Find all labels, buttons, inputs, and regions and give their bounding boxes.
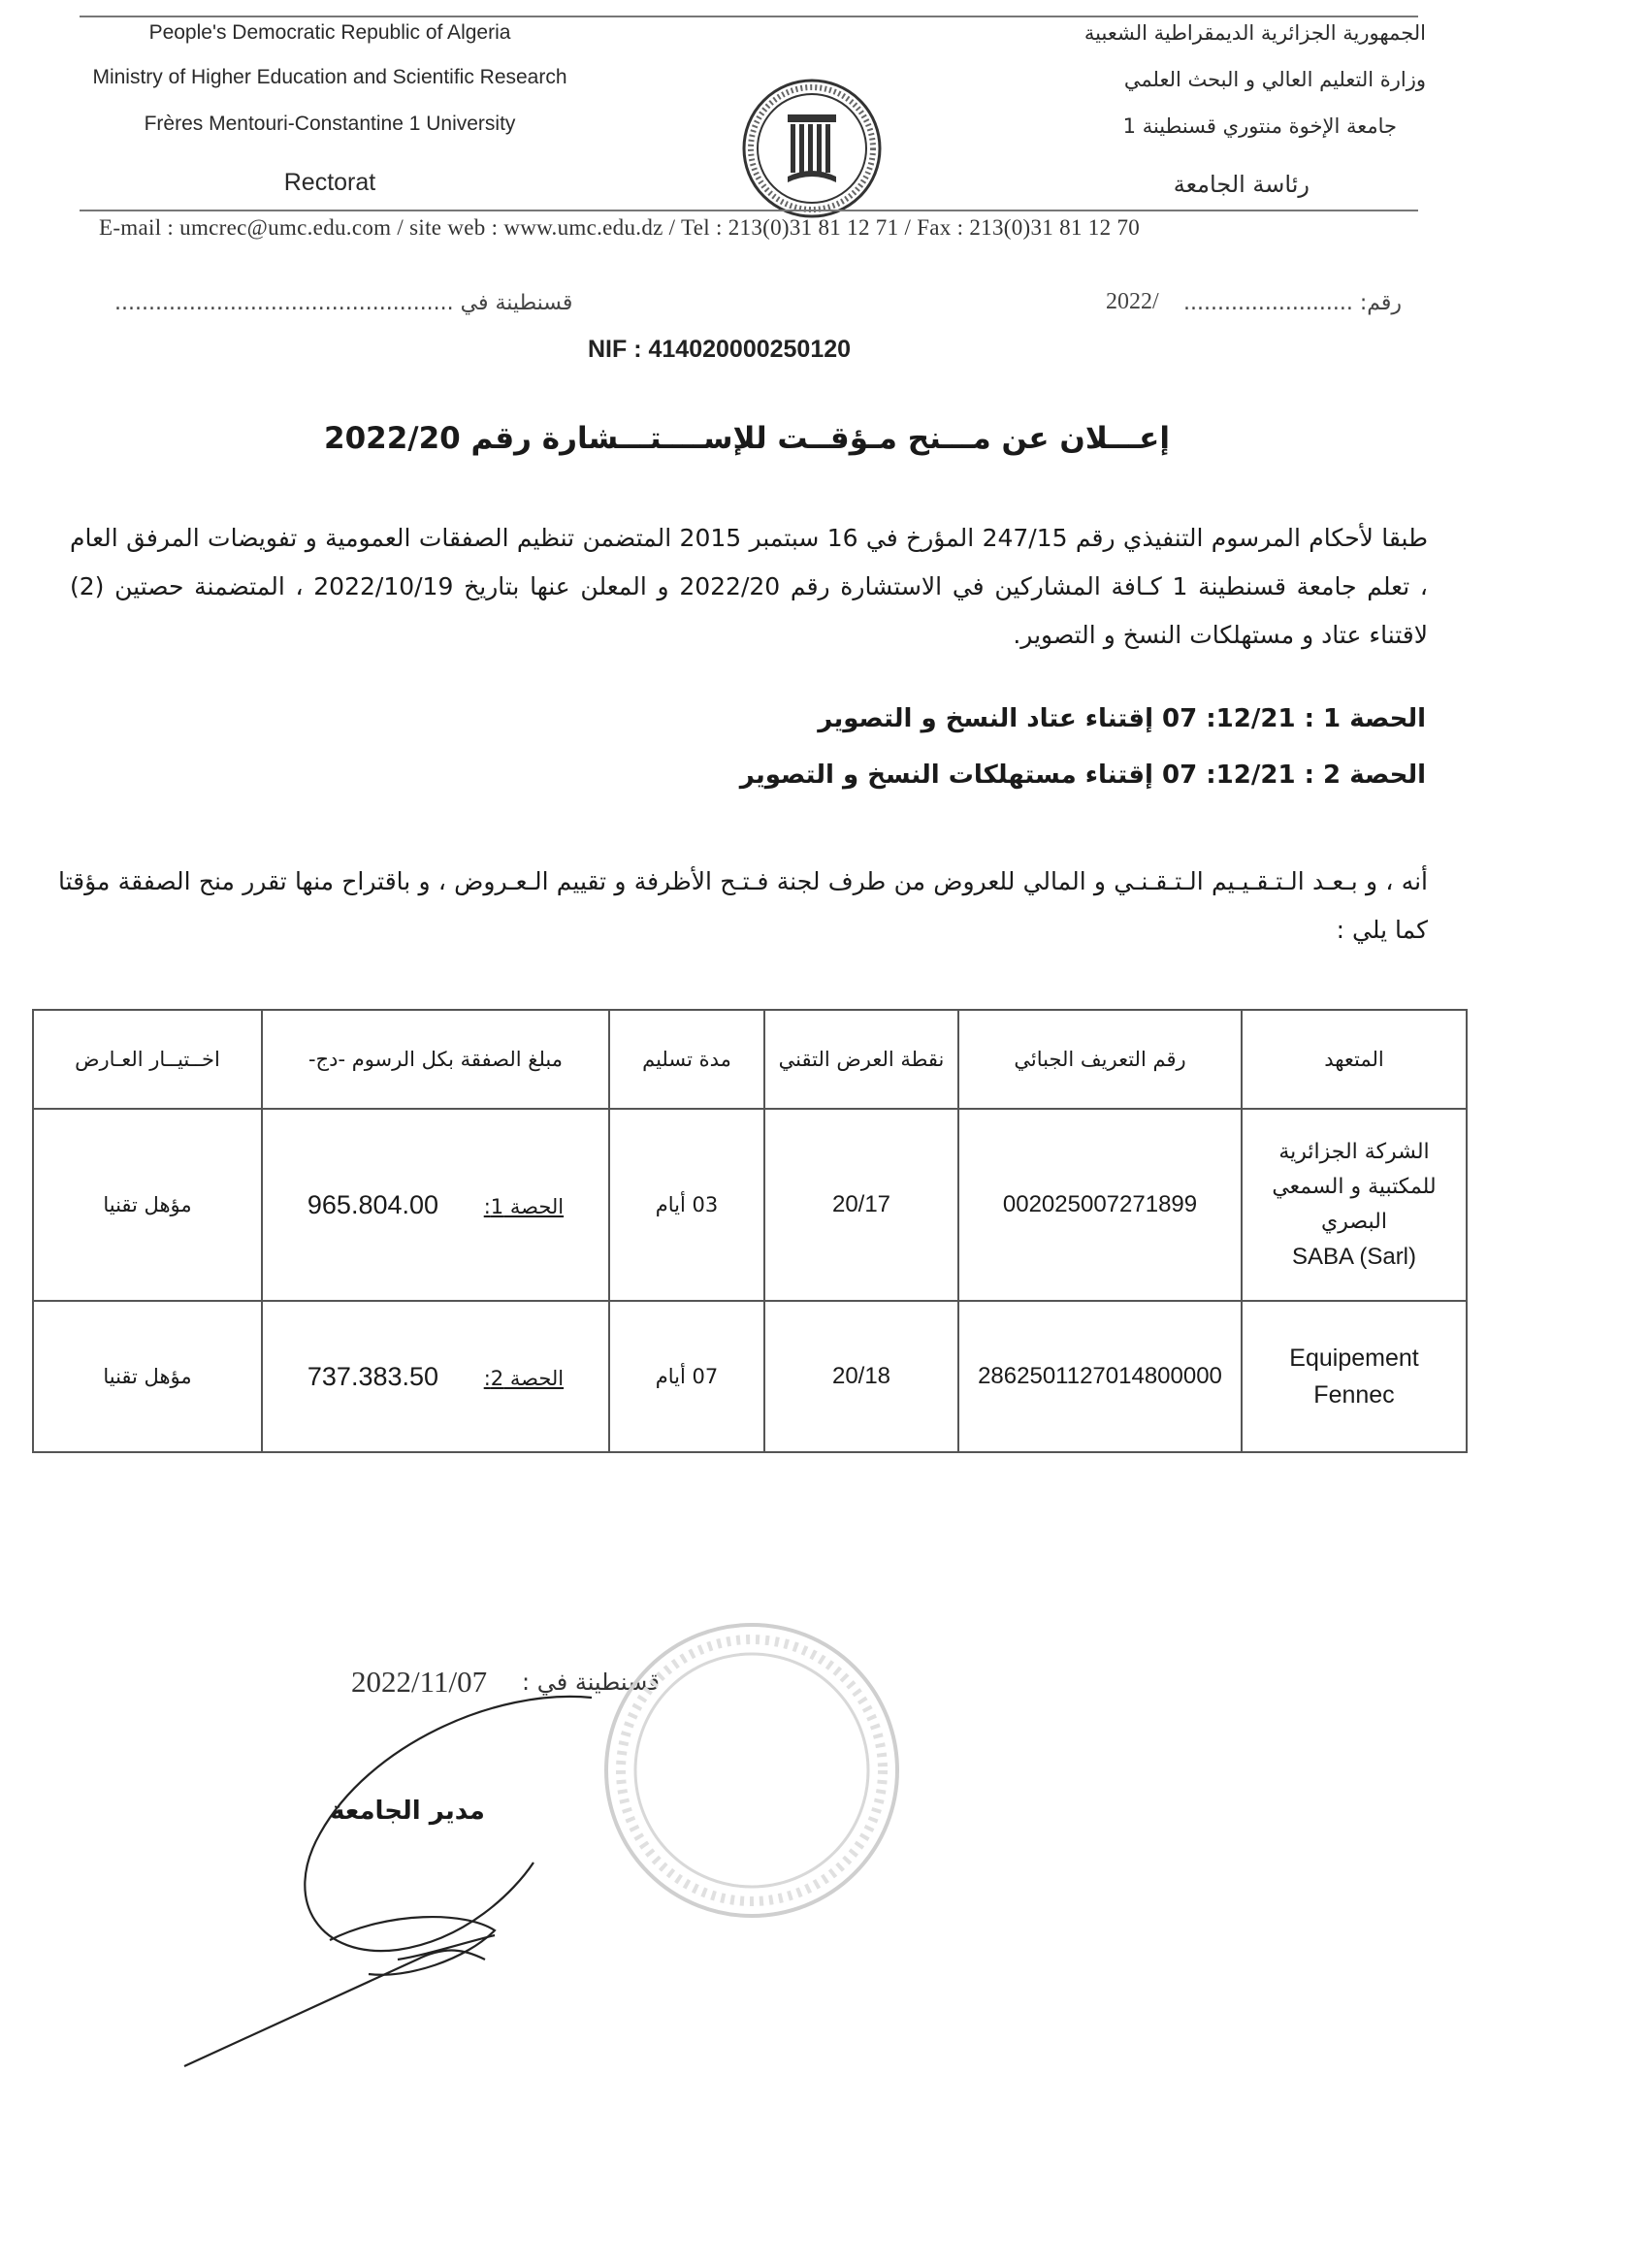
col-technical-score: نقطة العرض التقني bbox=[764, 1010, 958, 1109]
lot-label: الحصة 1: bbox=[483, 1194, 565, 1218]
footer-place-label: قسنطينة في : bbox=[522, 1669, 660, 1696]
bidder-cell bbox=[1242, 1301, 1467, 1452]
bidder-name-latin: SABA (Sarl) bbox=[1291, 1244, 1417, 1270]
delivery-cell: 03 أيام bbox=[609, 1109, 764, 1301]
university-logo bbox=[739, 76, 885, 221]
header-country-ar: الجمهورية الجزائرية الديمقراطية الشعبية bbox=[1083, 21, 1426, 45]
header-office-en: Rectorat bbox=[283, 169, 376, 196]
lot-1-line: الحصة 1 : 12/21: 07 إقتناء عتاد النسخ و التصوير bbox=[818, 704, 1426, 733]
header-ministry-ar: وزارة التعليم العالي و البحث العلمي bbox=[1123, 68, 1426, 91]
contact-line: E-mail : umcrec@umc.edu.com / site web : www.umc.edu.dz / Tel : 213(0)31 81 12 71 / Fax : 213(0)31 81 12 70 bbox=[99, 215, 1141, 240]
lot-2-line: الحصة 2 : 12/21: 07 إقتناء مستهلكات النسخ و التصوير bbox=[739, 761, 1426, 790]
signatory-title: مدير الجامعة bbox=[330, 1797, 485, 1826]
bidder-cell bbox=[1242, 1109, 1467, 1301]
university-logo-icon bbox=[739, 76, 885, 221]
col-choice: اخــتيــار العـارض bbox=[33, 1010, 262, 1109]
amount-cell bbox=[262, 1109, 609, 1301]
header-university-en: Frères Mentouri-Constantine 1 University bbox=[144, 113, 516, 135]
body-paragraph-1: طبقا لأحكام المرسوم التنفيذي رقم 247/15 المؤرخ في 16 سبتمبر 2015 المتضمن تنظيم الصفقات العمومية و تفويضات المرفق العام ، تعلم جامعة قسنطينة 1 كـافة المشاركين في الاستشارة رقم 2022/20 و المعلن عنها بتاريخ 2022/10/19 ، المتضمنة حصتين (2) لاقتناء عتاد و مستهلكات النسخ و التصوير. bbox=[70, 524, 1428, 649]
fiscal-id-cell: 002025007271899 bbox=[958, 1109, 1242, 1301]
col-bidder: المتعهد bbox=[1242, 1010, 1467, 1109]
header-university-ar: جامعة الإخوة منتوري قسنطينة 1 bbox=[1122, 114, 1397, 138]
score-cell: 20/17 bbox=[764, 1109, 958, 1301]
footer-date: 2022/11/07 bbox=[351, 1665, 488, 1699]
fiscal-id-cell: 2862501127014800000 bbox=[958, 1301, 1242, 1452]
header-ministry-en: Ministry of Higher Education and Scientific Research bbox=[92, 66, 567, 88]
table-row bbox=[33, 1301, 1467, 1452]
amount-value: 965.804.00 bbox=[307, 1189, 439, 1219]
col-delivery: مدة تسليم bbox=[609, 1010, 764, 1109]
score-cell: 20/18 bbox=[764, 1301, 958, 1452]
header-country-en: People's Democratic Republic of Algeria bbox=[148, 21, 511, 44]
body-paragraph-2: أنه ، و بـعـد الـتـقـيـيم الـتـقـنـي و المالي للعروض من طرف لجنة فـتـح الأظرفة و تقييم الـعـروض ، و باقتراح منها تقرر منح الصفقة مؤقتا كما يلي : bbox=[58, 867, 1428, 944]
col-fiscal-id: رقم التعريف الجبائي bbox=[958, 1010, 1242, 1109]
choice-cell: مؤهل تقنيا bbox=[33, 1301, 262, 1452]
signature bbox=[175, 1669, 698, 2076]
lot-label: الحصة 2: bbox=[483, 1366, 565, 1390]
delivery-cell: 07 أيام bbox=[609, 1301, 764, 1452]
bidder-name-latin: Equipement Fennec bbox=[1289, 1345, 1419, 1409]
announcement-title: إعـــلان عن مـــنح مـؤقــت للإســــتـــشارة رقم 2022/20 bbox=[324, 421, 1170, 456]
signature-icon bbox=[175, 1669, 698, 2076]
bidder-name-ar: الشركة الجزائرية للمكتبية و السمعي البصري bbox=[1272, 1140, 1437, 1234]
col-amount: مبلغ الصفقة بكل الرسوم -دج- bbox=[262, 1010, 609, 1109]
choice-cell: مؤهل تقنيا bbox=[33, 1109, 262, 1301]
table-header-row bbox=[33, 1010, 1467, 1109]
reference-number-label: رقم: ......................... bbox=[1183, 291, 1403, 315]
nif: NIF : 414020000250120 bbox=[588, 336, 852, 363]
reference-year: 2022/ bbox=[1106, 289, 1159, 314]
header-office-ar: رئاسة الجامعة bbox=[1173, 171, 1310, 198]
amount-cell bbox=[262, 1301, 609, 1452]
table-row bbox=[33, 1109, 1467, 1301]
award-table bbox=[32, 1009, 1468, 1453]
amount-value: 737.383.50 bbox=[307, 1361, 439, 1391]
place-date-label: قسنطينة في .................................................. bbox=[114, 291, 573, 315]
